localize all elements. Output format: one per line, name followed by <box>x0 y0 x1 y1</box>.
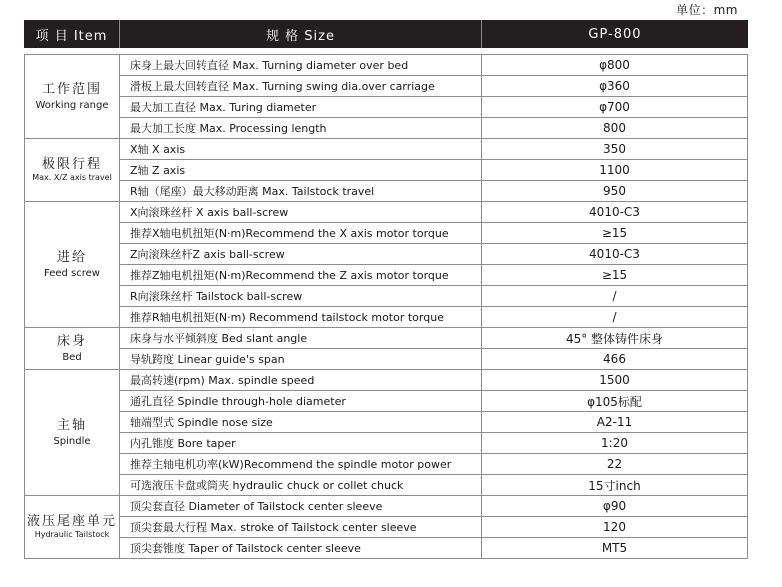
group-label-zh: 极限行程 <box>41 156 102 172</box>
table-row <box>25 517 748 538</box>
table-row <box>25 55 748 76</box>
spec-cell: X向滚珠丝杆 X axis ball-screw <box>120 202 482 223</box>
value-cell: φ360 <box>482 76 748 97</box>
value-cell: MT5 <box>482 538 748 559</box>
spec-cell: 轴端型式 Spindle nose size <box>120 412 482 433</box>
spec-cell: 滑板上最大回转直径 Max. Turning swing dia.over carriage <box>120 76 482 97</box>
value-cell: 15寸inch <box>482 475 748 496</box>
spec-cell: 导轨跨度 Linear guide's span <box>120 349 482 370</box>
group-label-en: Hydraulic Tailstock <box>34 530 110 540</box>
spec-cell: 内孔锥度 Bore taper <box>120 433 482 454</box>
value-cell: 45° 整体铸件床身 <box>482 328 748 349</box>
value-cell: 22 <box>482 454 748 475</box>
value-cell: 1500 <box>482 370 748 391</box>
spec-cell: 最高转速(rpm) Max. spindle speed <box>120 370 482 391</box>
spec-cell: R轴（尾座）最大移动距离 Max. Tailstock travel <box>120 181 482 202</box>
value-cell: 466 <box>482 349 748 370</box>
value-cell: 1100 <box>482 160 748 181</box>
value-cell: 350 <box>482 139 748 160</box>
spec-cell: 推荐Z轴电机扭矩(N·m)Recommend the Z axis motor torque <box>120 265 482 286</box>
group-label <box>25 370 120 496</box>
value-cell: 1:20 <box>482 433 748 454</box>
spec-cell: 最大加工长度 Max. Processing length <box>120 118 482 139</box>
table-row <box>25 139 748 160</box>
value-cell: 120 <box>482 517 748 538</box>
group-label <box>25 328 120 370</box>
table-header <box>24 20 748 48</box>
unit-label: 单位：mm <box>676 3 738 17</box>
group-label-en: Feed screw <box>44 267 100 279</box>
value-cell: 800 <box>482 118 748 139</box>
table-row <box>25 181 748 202</box>
table-row <box>25 454 748 475</box>
header-item: 项 目 Item <box>35 28 108 44</box>
spec-cell: X轴 X axis <box>120 139 482 160</box>
value-cell: 950 <box>482 181 748 202</box>
table-row <box>25 244 748 265</box>
group-label-en: Spindle <box>53 435 91 447</box>
value-cell: ≥15 <box>482 223 748 244</box>
table-row <box>25 160 748 181</box>
group-label <box>25 202 120 328</box>
spec-cell: 顶尖套锥度 Taper of Tailstock center sleeve <box>120 538 482 559</box>
group-label <box>25 55 120 139</box>
table-row <box>25 412 748 433</box>
header-model: GP-800 <box>588 26 642 42</box>
table-row <box>25 433 748 454</box>
spec-cell: 床身上最大回转直径 Max. Turning diameter over bed <box>120 55 482 76</box>
spec-cell: 推荐X轴电机扭矩(N·m)Recommend the X axis motor torque <box>120 223 482 244</box>
table-row <box>25 349 748 370</box>
value-cell: 4010-C3 <box>482 244 748 265</box>
table-row <box>25 496 748 517</box>
group-label-zh: 液压尾座单元 <box>26 513 117 529</box>
group-label-zh: 工作范围 <box>41 81 102 97</box>
group-label <box>25 139 120 202</box>
table-row <box>25 286 748 307</box>
spec-cell: 可选液压卡盘或筒夹 hydraulic chuck or collet chuck <box>120 475 482 496</box>
spec-cell: 床身与水平倾斜度 Bed slant angle <box>120 328 482 349</box>
group-label-zh: 床身 <box>56 333 87 349</box>
value-cell: φ90 <box>482 496 748 517</box>
value-cell: A2-11 <box>482 412 748 433</box>
table-row <box>25 118 748 139</box>
group-label-en: Bed <box>62 351 82 363</box>
table-row <box>25 265 748 286</box>
spec-cell: 推荐R轴电机扭矩(N·m) Recommend tailstock motor torque <box>120 307 482 328</box>
table-row <box>25 391 748 412</box>
value-cell: φ700 <box>482 97 748 118</box>
value-cell: ≥15 <box>482 265 748 286</box>
spec-cell: 最大加工直径 Max. Turing diameter <box>120 97 482 118</box>
table-row <box>25 475 748 496</box>
table-row <box>25 202 748 223</box>
value-cell: 4010-C3 <box>482 202 748 223</box>
group-label-zh: 进给 <box>56 249 87 265</box>
table-row <box>25 307 748 328</box>
table-row <box>25 538 748 559</box>
table-row <box>25 223 748 244</box>
group-label-en: Max. X/Z axis travel <box>32 173 112 183</box>
spec-cell: 顶尖套直径 Diameter of Tailstock center sleeve <box>120 496 482 517</box>
spec-table <box>24 54 748 559</box>
table-row <box>25 328 748 349</box>
value-cell: / <box>482 307 748 328</box>
spec-cell: 推荐主轴电机功率(kW)Recommend the spindle motor power <box>120 454 482 475</box>
spec-cell: Z轴 Z axis <box>120 160 482 181</box>
value-cell: / <box>482 286 748 307</box>
spec-cell: 顶尖套最大行程 Max. stroke of Tailstock center sleeve <box>120 517 482 538</box>
table-row <box>25 97 748 118</box>
group-label-en: Working range <box>35 99 109 111</box>
table-row <box>25 76 748 97</box>
group-label <box>25 496 120 559</box>
value-cell: φ800 <box>482 55 748 76</box>
value-cell: φ105标配 <box>482 391 748 412</box>
group-label-zh: 主轴 <box>56 417 87 433</box>
spec-cell: 通孔直径 Spindle through-hole diameter <box>120 391 482 412</box>
spec-cell: R向滚珠丝杆 Tailstock ball-screw <box>120 286 482 307</box>
header-size: 规 格 Size <box>119 20 482 48</box>
spec-cell: Z向滚珠丝杆Z axis ball-screw <box>120 244 482 265</box>
table-row <box>25 370 748 391</box>
